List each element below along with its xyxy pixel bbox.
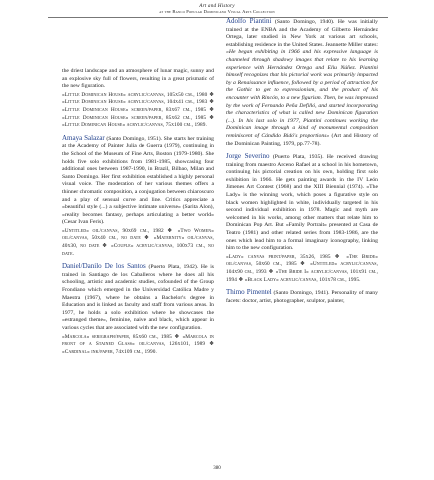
- works-list: «Little Dominican House» acrylic/canvas, 105x50 cm., 1980 ❖ «Little Dominican House» acrylic/canvas, 104x41 cm., 1983 ❖ «Little Dominican House» screen/paper, 83x67 cm., 1985 ❖ «Little Dominican House» screen/paper, 85x62 cm., 1985 ❖ «Little Dominican House» acrylic/canvas, 75x100 cm., 1989.: [62, 91, 214, 129]
- artist-name: Amaya Salazar: [62, 133, 105, 142]
- running-header-title: Art and History: [199, 3, 235, 9]
- quotation: «He began exhibiting in 1966 and his expressive language is channeled through shadowy images that relate to his learning experience with Hernández Ortega and Eliu Núñez. Piantini himself recognizes that his pictorial work was primarily impacted by a Renaissance influence, followed by a period of attraction for the Gothic to get to expressionism, and the product of his encounter with Rincón, to a new figurism. Then, he was impressed by the work of Fernando Peña Defilló, and started incorporating the characteristics of what is called new Dominican figuration (...). In his last solo in 1977, Piantini continues working the Dominican image through a kind of monumental composition reminiscent of Cándido Bidó's proportions»: [226, 49, 378, 139]
- page-number: 380: [213, 466, 221, 471]
- artist-bio: (Puerto Plata, 1935). He received drawing training from maestro Arceno Rafael at a school in his hometown, continuing his pictorial creation on his own, holding first solo exhibition in 1966. He gets painting awards in the IV León Jimenes Art Contest (1968) and the XIII Biennial (1974). «The Lady» is the winning work, which poses a figurative style on black women highlighted in white, individually targeted in his second individual exhibition in 1978. Magic and myth are welcomed in his works, among other matters that relate him to Dominican Pop Art. But «Family Portrait» presented at Casa de Teatro (1981) and other related series from 1983-1986, are the ones which lead him to a formal imaginary iconography, linking him to the new configuration.: [226, 154, 378, 252]
- right-column: [226, 18, 378, 305]
- artist-name: Jorge Severino: [226, 152, 270, 161]
- artist-name: Adolfo Piantini: [226, 17, 272, 25]
- citation: (Art and History of the Dominican Painting, 1979, pp.77-78).: [226, 132, 378, 147]
- works-list: «Marcola» serigraph/paper, 85x60 cm., 1985 ❖ «Marcola in front of a Stained Glass» oil/canvas, 126x101, 1989 ❖ «Cardinal» ink/paper, 74x109 cm., 1990.: [62, 333, 214, 355]
- running-header-subtitle: at the Banco Popular Dominicano Visual Arts Collection: [159, 9, 275, 14]
- artist-name: Daniel/Danilo De los Santos: [62, 262, 146, 271]
- artist-entry: [62, 263, 214, 332]
- works-list: «Untitled» oil/canvas, 90x69 cm., 1982 ❖ «Two Women» oil/canvas, 50x40 cm., no date ❖ «Maternity» oil/canvas, 40x30, no date ❖ «Couple» acrylic/canvas, 100x73 cm., no date.: [62, 227, 214, 257]
- artist-entry: [62, 135, 214, 227]
- artist-bio: (Puerto Plata, 1942). He is trained in Santiago de los Caballeros where he does all his schooling, artistic and academic studies, cofounded of the Group Frondiano which emerged in the Universidad Católica Madre y Maestra (1967), where he obtains a Bachelor's degree in Education and is linked as faculty and staff from various areas. In 1977, he holds a solo exhibition where he showcases the «estranged theme», feminine, naive and black, which appear in various cycles that are associated with the new configuration.: [62, 264, 214, 331]
- artist-bio: (Santo Domingo, 1940). He was initially trained at the ENBA and the Academy of Gilberto Hernández Ortega, later studied in New York at various art schools, establishing residence in the United States. Jeannette Miller states:: [226, 19, 378, 48]
- paragraph-continued: the driest landscape and an atmosphere of lunar magic, sunny and an explosive sky full of flowers, resulting in a great prismatic of the new figuration.: [62, 68, 214, 90]
- artist-entry: [226, 289, 378, 305]
- running-header: [0, 3, 434, 15]
- artist-name: Thimo Pimentel: [226, 288, 272, 297]
- artist-bio: (Santo Domingo, 1951). She starts her training at the Academy of Painter Julia de Guerra (1979), continuing in the School of the Museum of Fine Arts, Boston (1979-1980). She holds five solo exhibitions from 1981-1985, showcasing four additional ones between 1987-1990, in Brazil, Bilbao, Milan and Santo Domingo. Her first exhibition established a highly personal visual voice. The moderation of her various themes offers a thinner chromatic composition, a conjugation between chiaroscuro and a play of sensual curve and line. Critics appreciate a «beautiful style (...) a subjective intimate universe» (Sarita Alon), «reality becomes fantasy, perhaps articulating a better world» (Cesar Ivan Feris).: [62, 135, 215, 226]
- left-column: [62, 68, 214, 356]
- artist-entry: [226, 18, 378, 148]
- artist-bio: (Santo Domingo, 1941). Personality of many facets: doctor, artist, photographer, sculptor, painter,: [226, 290, 378, 304]
- works-list: «Lady» canvas print/paper, 35x26, 1985 ❖ «The Bride» oil/canvas, 50x60 cm., 1985 ❖ «Untitled» acrylic/canvas, 104x90 cm., 1993 ❖ «The Bride I» acrylic/canvas, 101x91 cm., 1994 ❖ «Black Lady» acrylic/canvas, 101x78 cm., 1995.: [226, 253, 378, 283]
- artist-entry: [226, 153, 378, 253]
